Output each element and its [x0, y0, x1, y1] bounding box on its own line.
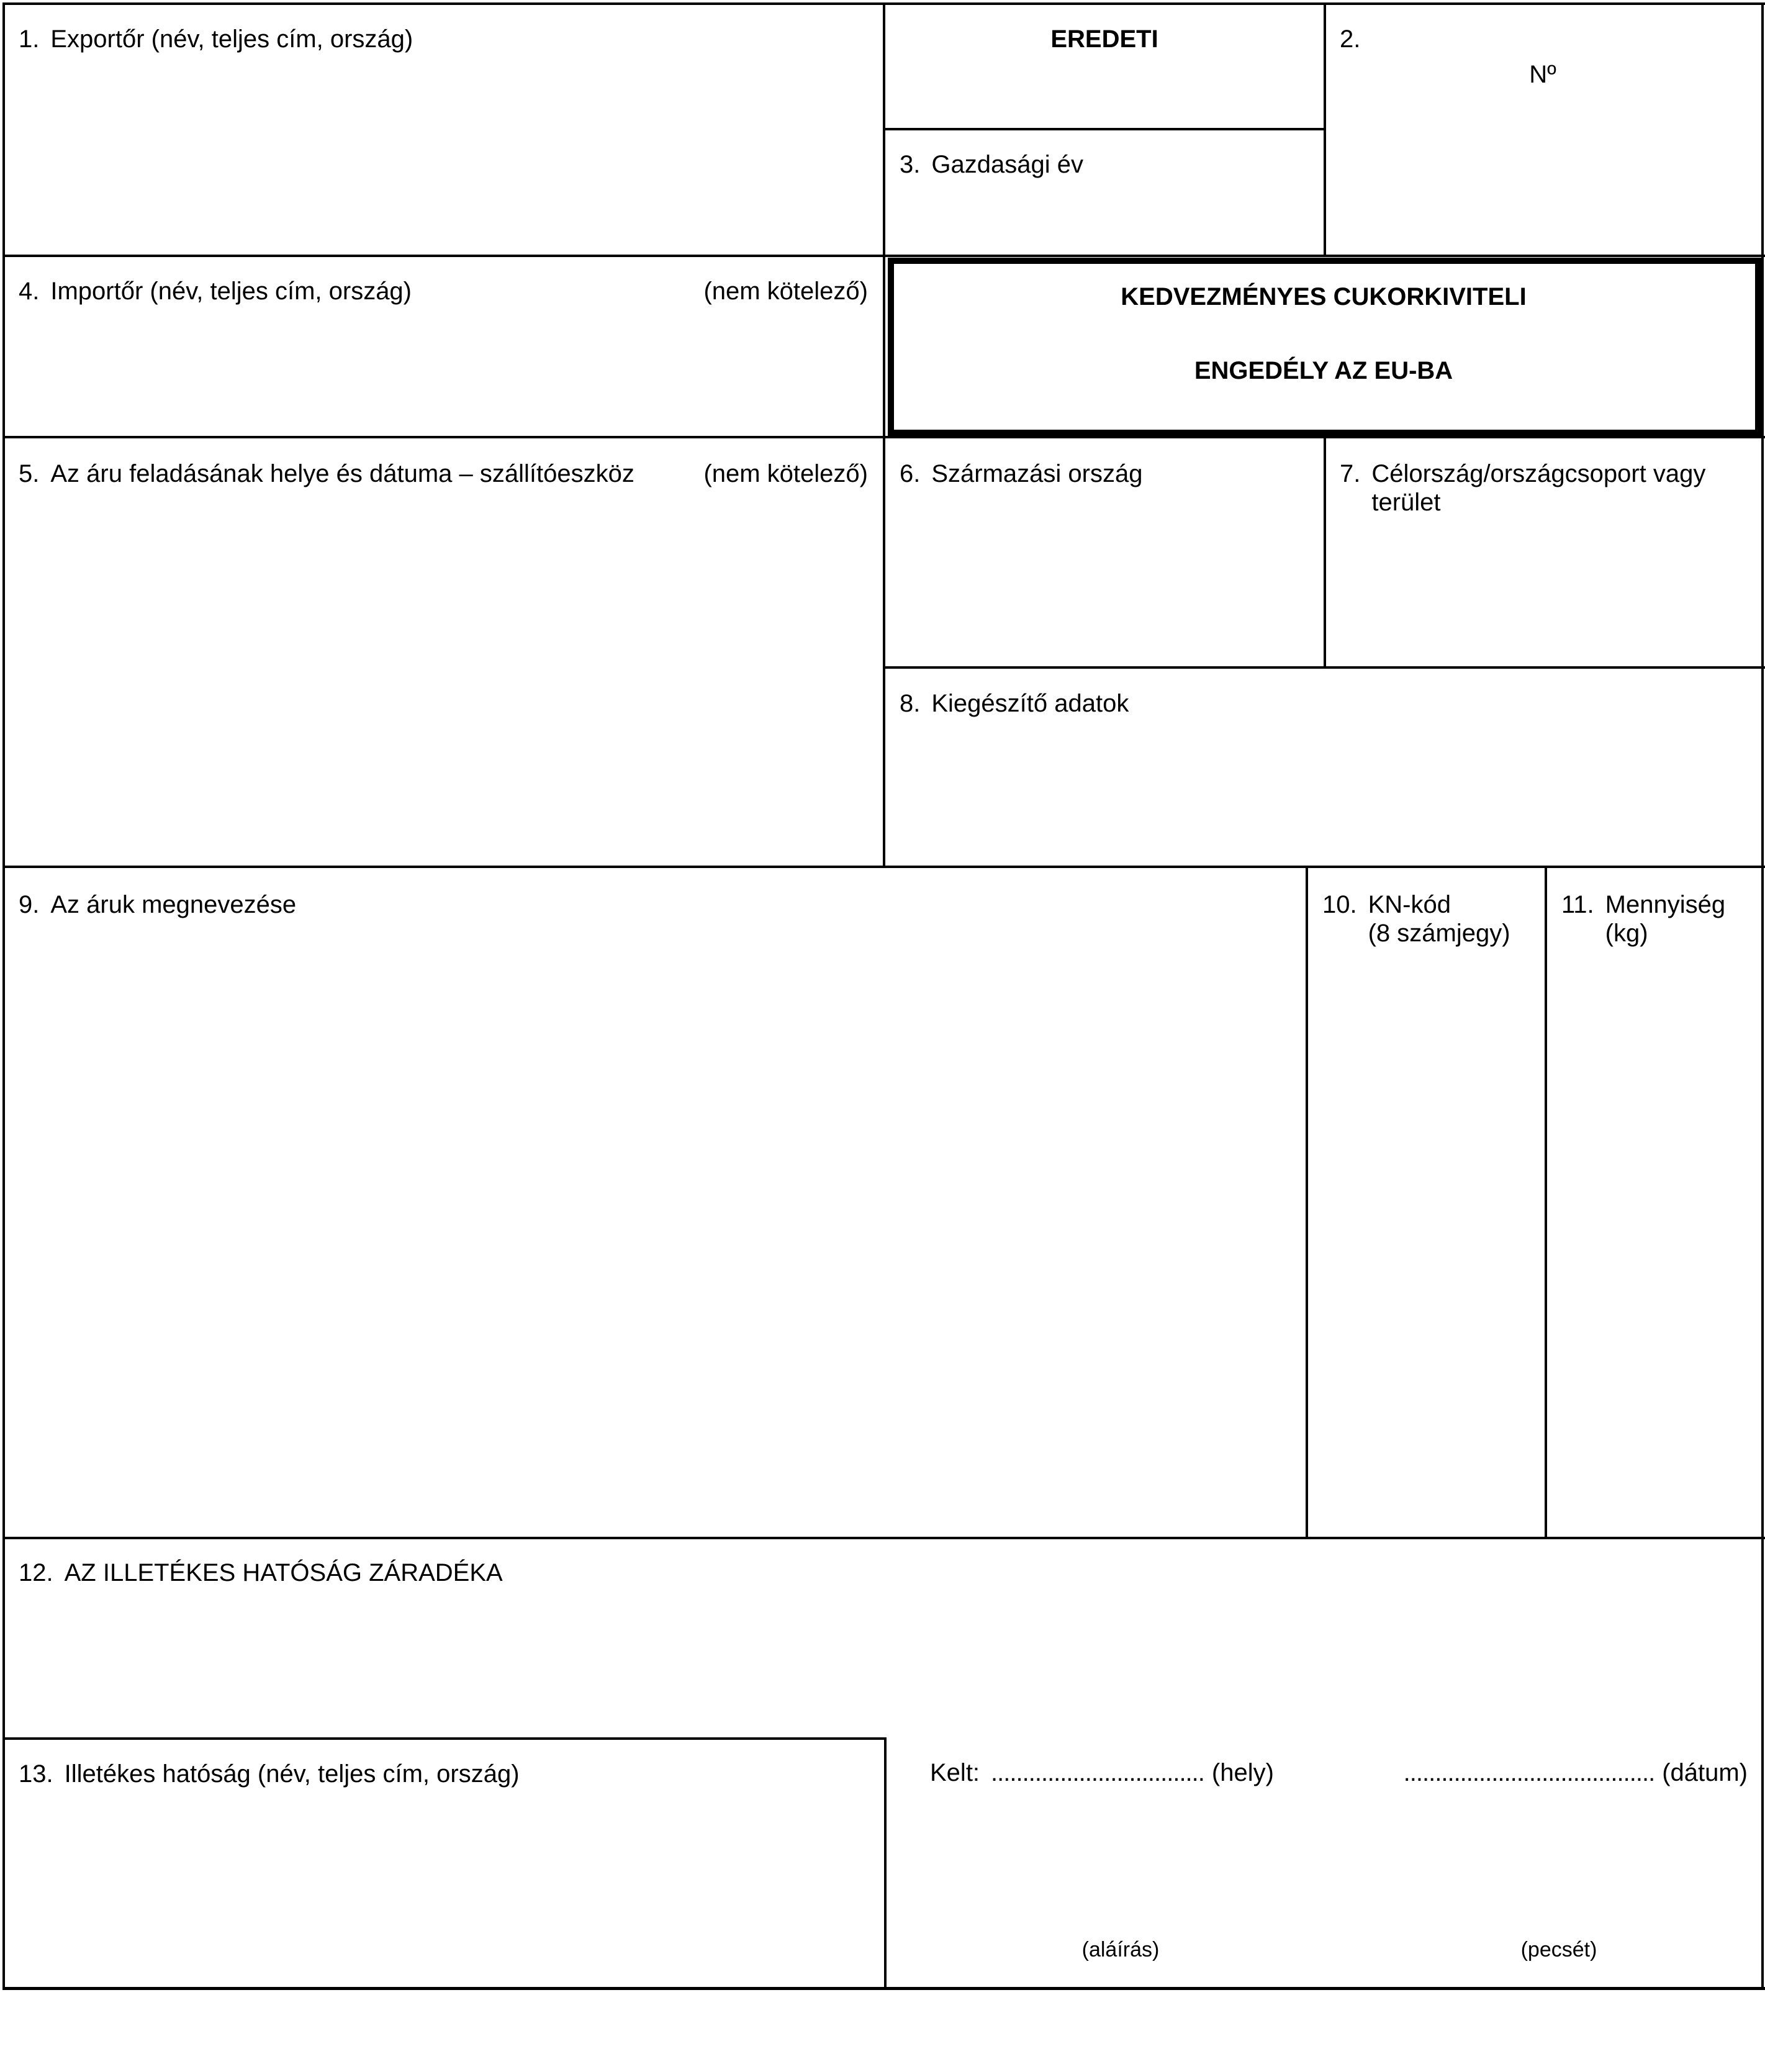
- field-label: Importőr (név, teljes cím, ország): [50, 278, 412, 305]
- field-label: (kg): [1605, 920, 1648, 947]
- divider: [2, 1737, 887, 1740]
- box8-label: [900, 689, 1129, 718]
- box3-label: [900, 150, 1083, 179]
- box-number: 11.: [1561, 891, 1594, 918]
- box1-label: [19, 25, 413, 53]
- divider: [1545, 866, 1547, 1538]
- divider: [2, 1537, 1765, 1539]
- box9-label: [19, 890, 296, 919]
- kelt-line: [930, 1758, 1274, 1787]
- box11-label: [1561, 890, 1725, 948]
- date-label: (dátum): [1662, 1759, 1748, 1786]
- divider: [884, 1737, 887, 1989]
- box-number: 9.: [19, 891, 40, 918]
- kelt-label: Kelt:: [930, 1759, 980, 1786]
- date-dots: ........................................: [1403, 1759, 1655, 1786]
- border-left: [2, 2, 5, 1989]
- box4-label: [19, 277, 412, 305]
- box6-label: [900, 459, 1142, 488]
- divider: [883, 666, 1765, 669]
- box-number: 4.: [19, 278, 40, 305]
- divider: [1324, 436, 1326, 667]
- field-label: KN-kód: [1368, 891, 1451, 918]
- field-label: (8 számjegy): [1368, 920, 1510, 947]
- field-label: Exportőr (név, teljes cím, ország): [50, 25, 413, 53]
- box-number: 13.: [19, 1760, 53, 1788]
- divider: [1306, 866, 1308, 1538]
- box12-label: [19, 1559, 503, 1587]
- divider: [2, 436, 1765, 438]
- date-line: [1404, 1758, 1748, 1787]
- field-label: Mennyiség: [1605, 891, 1726, 918]
- original-label: EREDETI: [1050, 25, 1158, 53]
- box-number: 6.: [900, 460, 921, 487]
- box7-label: [1340, 459, 1705, 517]
- box5-optional: (nem kötelező): [703, 460, 868, 487]
- box-number: 10.: [1322, 891, 1357, 918]
- field-label: Célország/országcsoport vagy: [1371, 460, 1706, 487]
- number-label: Nº: [1529, 61, 1556, 88]
- divider: [2, 866, 1765, 868]
- box5-label: [19, 459, 634, 488]
- title-line2: ENGEDÉLY AZ EU-BA: [1194, 357, 1453, 384]
- field-label: Kiegészítő adatok: [931, 690, 1129, 717]
- box10-label: [1322, 890, 1510, 948]
- field-label: Az áruk megnevezése: [50, 891, 297, 918]
- box-number: 8.: [900, 690, 921, 717]
- box-number: 7.: [1340, 460, 1361, 487]
- box13-label: [19, 1760, 520, 1788]
- signature-label: (aláírás): [1081, 1938, 1160, 1961]
- box-number: 5.: [19, 460, 40, 487]
- field-label: AZ ILLETÉKES HATÓSÁG ZÁRADÉKA: [64, 1559, 503, 1586]
- field-label: Illetékes hatóság (név, teljes cím, ország): [64, 1760, 520, 1788]
- divider: [883, 2, 885, 867]
- box2-number: 2.: [1340, 25, 1361, 53]
- place-dots: ..................................: [991, 1759, 1204, 1786]
- box-number: 12.: [19, 1559, 53, 1586]
- field-label: Az áru feladásának helye és dátuma – szállítóeszköz: [50, 460, 634, 487]
- divider: [2, 255, 1765, 257]
- border-right: [1761, 2, 1764, 1989]
- box4-optional: (nem kötelező): [703, 278, 868, 305]
- divider: [883, 128, 1325, 130]
- stamp-label: (pecsét): [1520, 1938, 1597, 1961]
- box-number: 3.: [900, 151, 921, 178]
- field-label: Származási ország: [931, 460, 1143, 487]
- title-line1: KEDVEZMÉNYES CUKORKIVITELI: [1121, 283, 1527, 310]
- field-label: Gazdasági év: [931, 151, 1083, 178]
- place-label: (hely): [1211, 1759, 1274, 1786]
- field-label: terület: [1371, 489, 1441, 516]
- box-number: 1.: [19, 25, 40, 53]
